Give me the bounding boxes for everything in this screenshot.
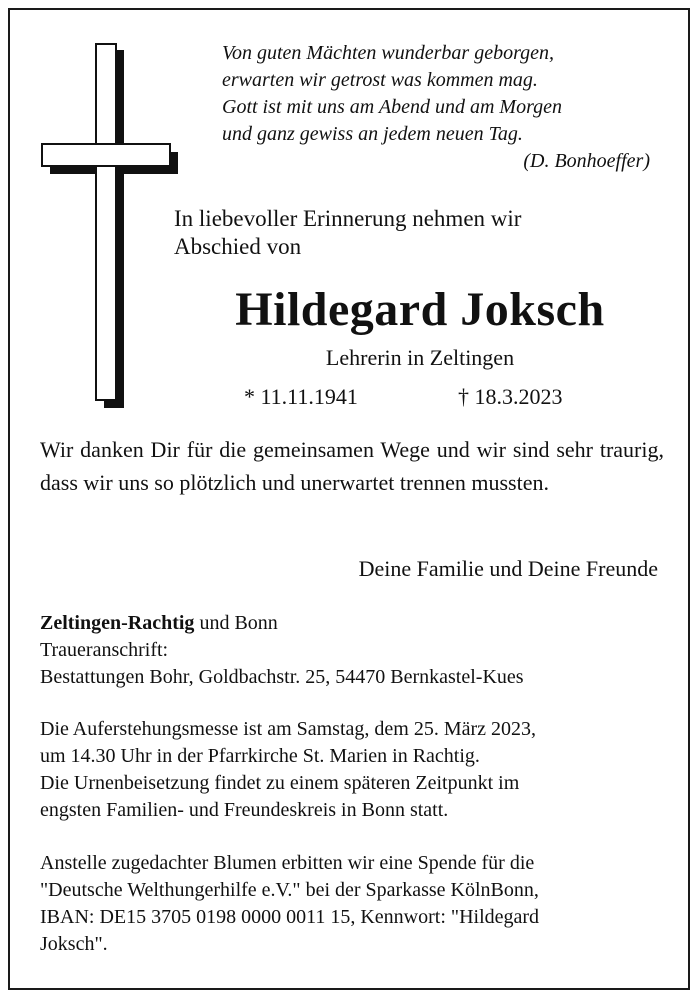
donation-line: IBAN: DE15 3705 0198 0000 0011 15, Kennwort: "Hildegard (40, 906, 540, 928)
intro-text (174, 205, 654, 261)
services-line: um 14.30 Uhr in der Pfarrkirche St. Marien in Rachtig. (40, 745, 480, 767)
birth-date: * 11.11.1941 (244, 384, 358, 409)
services-block (40, 716, 664, 824)
deceased-name: Hildegard Joksch (235, 283, 605, 336)
intro-line: Abschied von (174, 234, 302, 259)
poem-line: Von guten Mächten wunderbar geborgen, (222, 42, 554, 64)
donation-block (40, 850, 664, 958)
address-line: Bestattungen Bohr, Goldbachstr. 25, 54470 Bernkastel-Kues (40, 666, 524, 688)
address-place-line (40, 610, 664, 637)
poem-author: (D. Bonhoeffer) (523, 150, 650, 172)
intro-line: In liebevoller Erinnerung nehmen wir (174, 206, 522, 231)
poem (222, 40, 662, 175)
death-date: † 18.3.2023 (458, 384, 563, 409)
poem-line: Gott ist mit uns am Abend und am Morgen (222, 96, 562, 118)
address-block (40, 610, 664, 691)
address-label: Traueranschrift: (40, 639, 169, 661)
services-line: Die Urnenbeisetzung findet zu einem späteren Zeitpunkt im (40, 772, 520, 794)
services-line: engsten Familien- und Freundeskreis in Bonn statt. (40, 799, 449, 821)
deceased-occupation: Lehrerin in Zeltingen (325, 345, 515, 370)
poem-line: und ganz gewiss an jedem neuen Tag. (222, 123, 523, 145)
cross-icon (40, 40, 180, 410)
poem-line: erwarten wir getrost was kommen mag. (222, 69, 538, 91)
donation-line: Anstelle zugedachter Blumen erbitten wir eine Spende für die (40, 852, 535, 874)
address-place-rest: und Bonn (194, 612, 278, 634)
signature: Deine Familie und Deine Freunde (358, 556, 658, 581)
donation-line: "Deutsche Welthungerhilfe e.V." bei der Sparkasse KölnBonn, (40, 879, 539, 901)
donation-line: Joksch". (40, 933, 108, 955)
thanks-text: Wir danken Dir für die gemeinsamen Wege und wir sind sehr traurig, dass wir uns so plötzlich und unerwartet trennen mussten. (40, 437, 664, 495)
address-place-bold: Zeltingen-Rachtig (40, 612, 195, 634)
services-line: Die Auferstehungsmesse ist am Samstag, dem 25. März 2023, (40, 718, 537, 740)
